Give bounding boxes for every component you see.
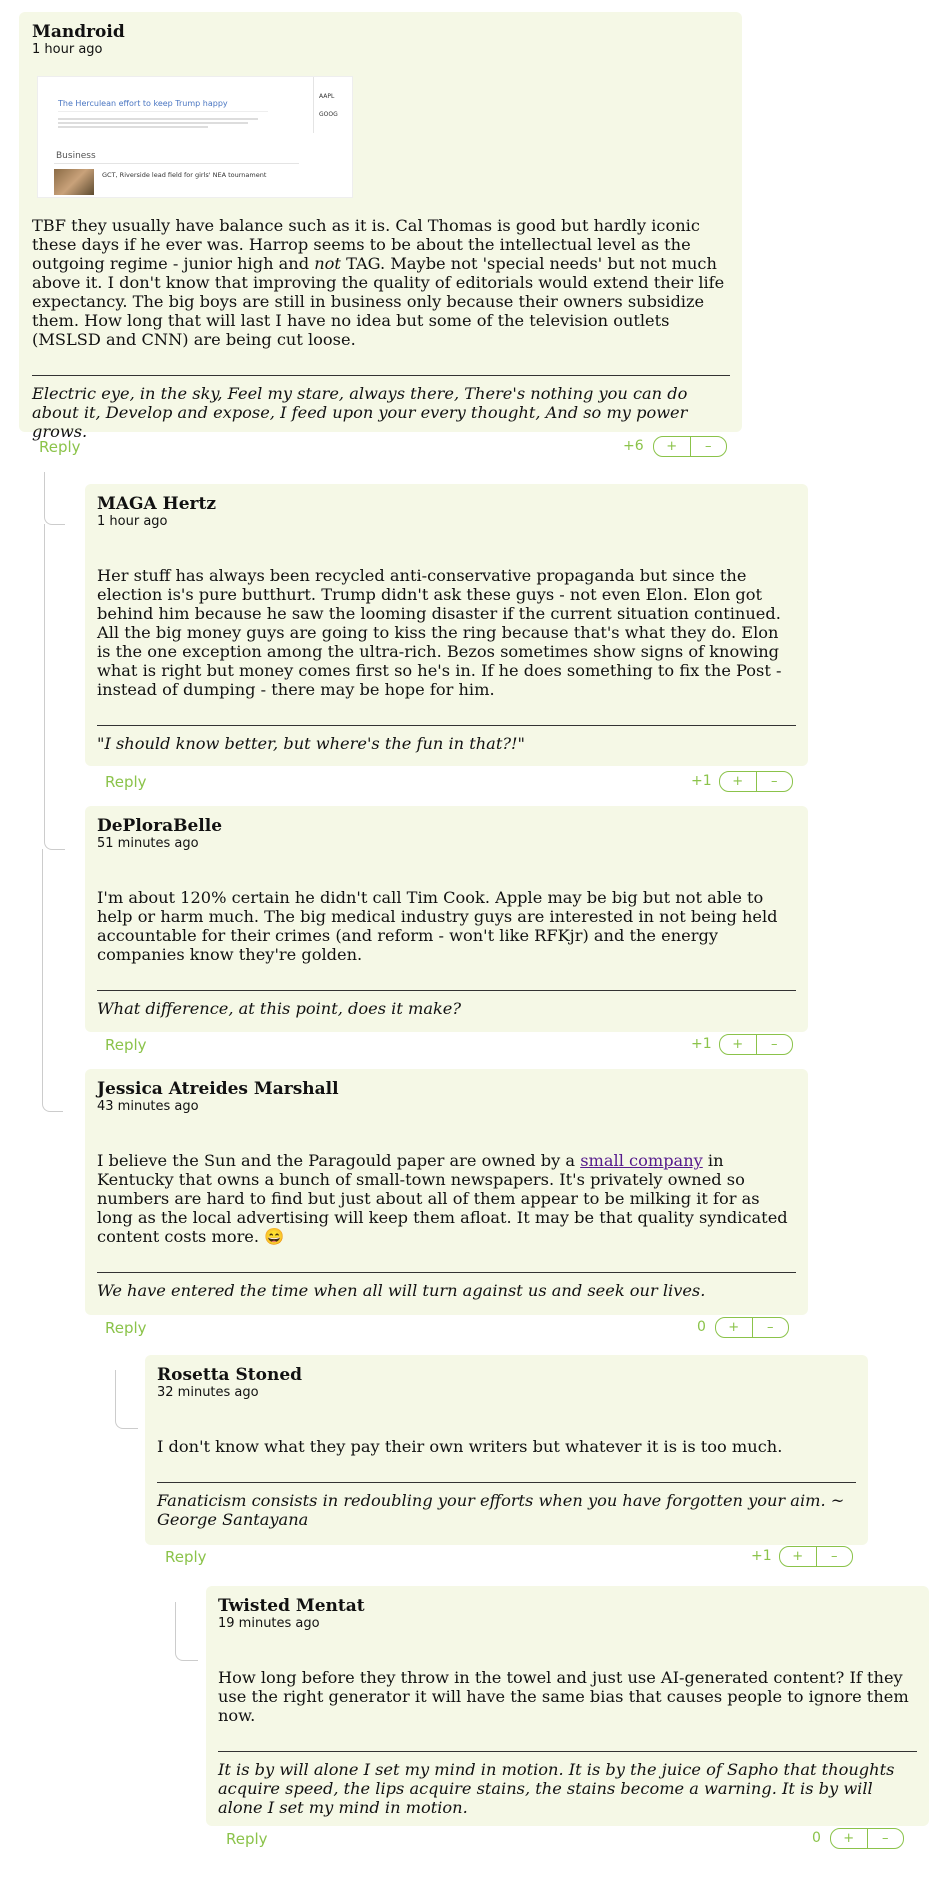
vote-buttons [719, 1034, 793, 1055]
upvote-button[interactable]: + [666, 439, 678, 454]
comment-card [85, 484, 808, 766]
comment-time: 51 minutes ago [97, 836, 199, 851]
comment [206, 1586, 929, 1826]
vote-buttons [719, 771, 793, 792]
downvote-button[interactable]: – [816, 1547, 853, 1566]
upvote-button[interactable]: + [732, 774, 744, 789]
downvote-button[interactable]: – [756, 1035, 793, 1054]
comment-time: 1 hour ago [97, 514, 168, 529]
comment [145, 1355, 868, 1545]
thumbnail-image [54, 169, 94, 195]
vote-buttons [715, 1317, 789, 1338]
comment-author[interactable]: Mandroid [32, 22, 125, 42]
downvote-button[interactable]: – [756, 772, 793, 791]
comment-author[interactable]: DePloraBelle [97, 816, 223, 836]
thread-line [175, 1602, 198, 1661]
comment-time: 19 minutes ago [218, 1616, 320, 1631]
comment-signature: We have entered the time when all will turn against us and seek our lives. [97, 1272, 796, 1300]
comment-actions [85, 1317, 795, 1339]
comment-signature: What difference, at this point, does it make? [97, 990, 796, 1018]
comment-time: 43 minutes ago [97, 1099, 199, 1114]
upvote-button[interactable]: + [732, 1037, 744, 1052]
thumbnail-section: Business [56, 151, 96, 161]
comment-body: I believe the Sun and the Paragould paper are owned by a small company in Kentucky that owns a bunch of small-town newspapers. It's privately owned so numbers are hard to find but just about all of them appear to be milking it for as long as the local advertising will keep them afloat. It may be that quality syndicated content costs more. 😄 [97, 1151, 788, 1246]
thread-line [115, 1370, 138, 1429]
comment-author[interactable]: Twisted Mentat [218, 1596, 365, 1616]
vote-score: 0 [697, 1319, 706, 1335]
comment-signature: Fanaticism consists in redoubling your efforts when you have forgotten your aim. ~ George Santayana [157, 1482, 856, 1529]
comment-signature: It is by will alone I set my mind in motion. It is by the juice of Sapho that thoughts acquire speed, the lips acquire stains, the stains become a warning. It is by will alone I set my mind in motion. [218, 1751, 917, 1817]
thread-line [42, 849, 63, 1112]
comment-author[interactable]: MAGA Hertz [97, 494, 216, 514]
vote-score: +1 [751, 1548, 772, 1564]
thread-line [44, 472, 65, 525]
comment-actions [85, 771, 795, 793]
comment-body: How long before they throw in the towel and just use AI-generated content? If they use the right generator it will have the same bias that causes people to ignore them now. [218, 1668, 909, 1725]
comment-body: I'm about 120% certain he didn't call Tim Cook. Apple may be big but not able to help or harm much. The big medical industry guys are interested in not being held accountable for their crimes (and reform - won't like RFKjr) and the energy companies know they're golden. [97, 888, 778, 964]
comment-signature: "I should know better, but where's the fun in that?!" [97, 725, 796, 753]
upvote-button[interactable]: + [792, 1549, 804, 1564]
comment-card [19, 12, 742, 441]
comment-actions [206, 1828, 916, 1850]
embedded-screenshot[interactable] [37, 76, 353, 198]
thumbnail-tickers: AAPL GOOG [313, 77, 352, 133]
vote-score: 0 [812, 1830, 821, 1846]
downvote-button[interactable]: – [752, 1318, 789, 1337]
vote-buttons [653, 436, 727, 457]
comment-card [145, 1355, 868, 1545]
comment [19, 12, 742, 441]
comment [85, 484, 808, 766]
vote-buttons [779, 1546, 853, 1567]
comment-card [206, 1586, 929, 1826]
vote-score: +1 [691, 773, 712, 789]
comment [85, 1069, 808, 1315]
comment-card [85, 1069, 808, 1315]
comment-actions [85, 1034, 795, 1056]
reply-button[interactable]: Reply [105, 1036, 147, 1054]
upvote-button[interactable]: + [728, 1320, 740, 1335]
reply-button[interactable]: Reply [39, 438, 81, 456]
comment-body: Her stuff has always been recycled anti-conservative propaganda but since the election is's pure butthurt. Trump didn't ask these guys - not even Elon. Elon got behind him because he saw the looming disaster if the current situation continued. All the big money guys are going to kiss the ring because that's what they do. Elon is the one exception among the ultra-rich. Bezos sometimes show signs of knowing what is right but money comes first so he's in. If he does something to fix the Post - instead of dumping - there may be hope for him. [97, 566, 782, 699]
vote-score: +6 [623, 438, 644, 454]
small-company-link[interactable]: small company [580, 1151, 703, 1170]
comment-body: I don't know what they pay their own writers but whatever it is is too much. [157, 1437, 783, 1456]
comment-time: 32 minutes ago [157, 1385, 259, 1400]
downvote-button[interactable]: – [867, 1829, 904, 1848]
vote-buttons [830, 1828, 904, 1849]
reply-button[interactable]: Reply [105, 1319, 147, 1337]
thumbnail-snippet [58, 111, 268, 130]
reply-button[interactable]: Reply [165, 1548, 207, 1566]
thread-line [44, 524, 65, 850]
reply-button[interactable]: Reply [105, 773, 147, 791]
comment-time: 1 hour ago [32, 42, 103, 57]
comment [85, 806, 808, 1032]
reply-button[interactable]: Reply [226, 1830, 268, 1848]
downvote-button[interactable]: – [690, 437, 727, 456]
vote-score: +1 [691, 1036, 712, 1052]
thumbnail-headline: The Herculean effort to keep Trump happy [58, 99, 228, 108]
comment-card [85, 806, 808, 1032]
comment-body: TBF they usually have balance such as it is. Cal Thomas is good but hardly iconic these days if he ever was. Harrop seems to be about the intellectual level as the outgoing regime - junior high and not TAG. Maybe not 'special needs' but not much above it. I don't know that improving the quality of editorials would extend their life expectancy. The big boys are still in business only because their owners subsidize them. How long that will last I have no idea but some of the television outlets (MSLSD and CNN) are being cut loose. [32, 216, 725, 349]
thumbnail-story: GCT, Riverside lead field for girls' NEA tournament [102, 171, 267, 179]
comment-signature: Electric eye, in the sky, Feel my stare, always there, There's nothing you can do about it, Develop and expose, I feed upon your every thought, And so my power grows. [32, 375, 730, 441]
upvote-button[interactable]: + [843, 1831, 855, 1846]
comment-actions [145, 1546, 855, 1568]
comment-author[interactable]: Rosetta Stoned [157, 1365, 303, 1385]
comment-author[interactable]: Jessica Atreides Marshall [97, 1079, 339, 1099]
comment-actions [19, 436, 729, 458]
